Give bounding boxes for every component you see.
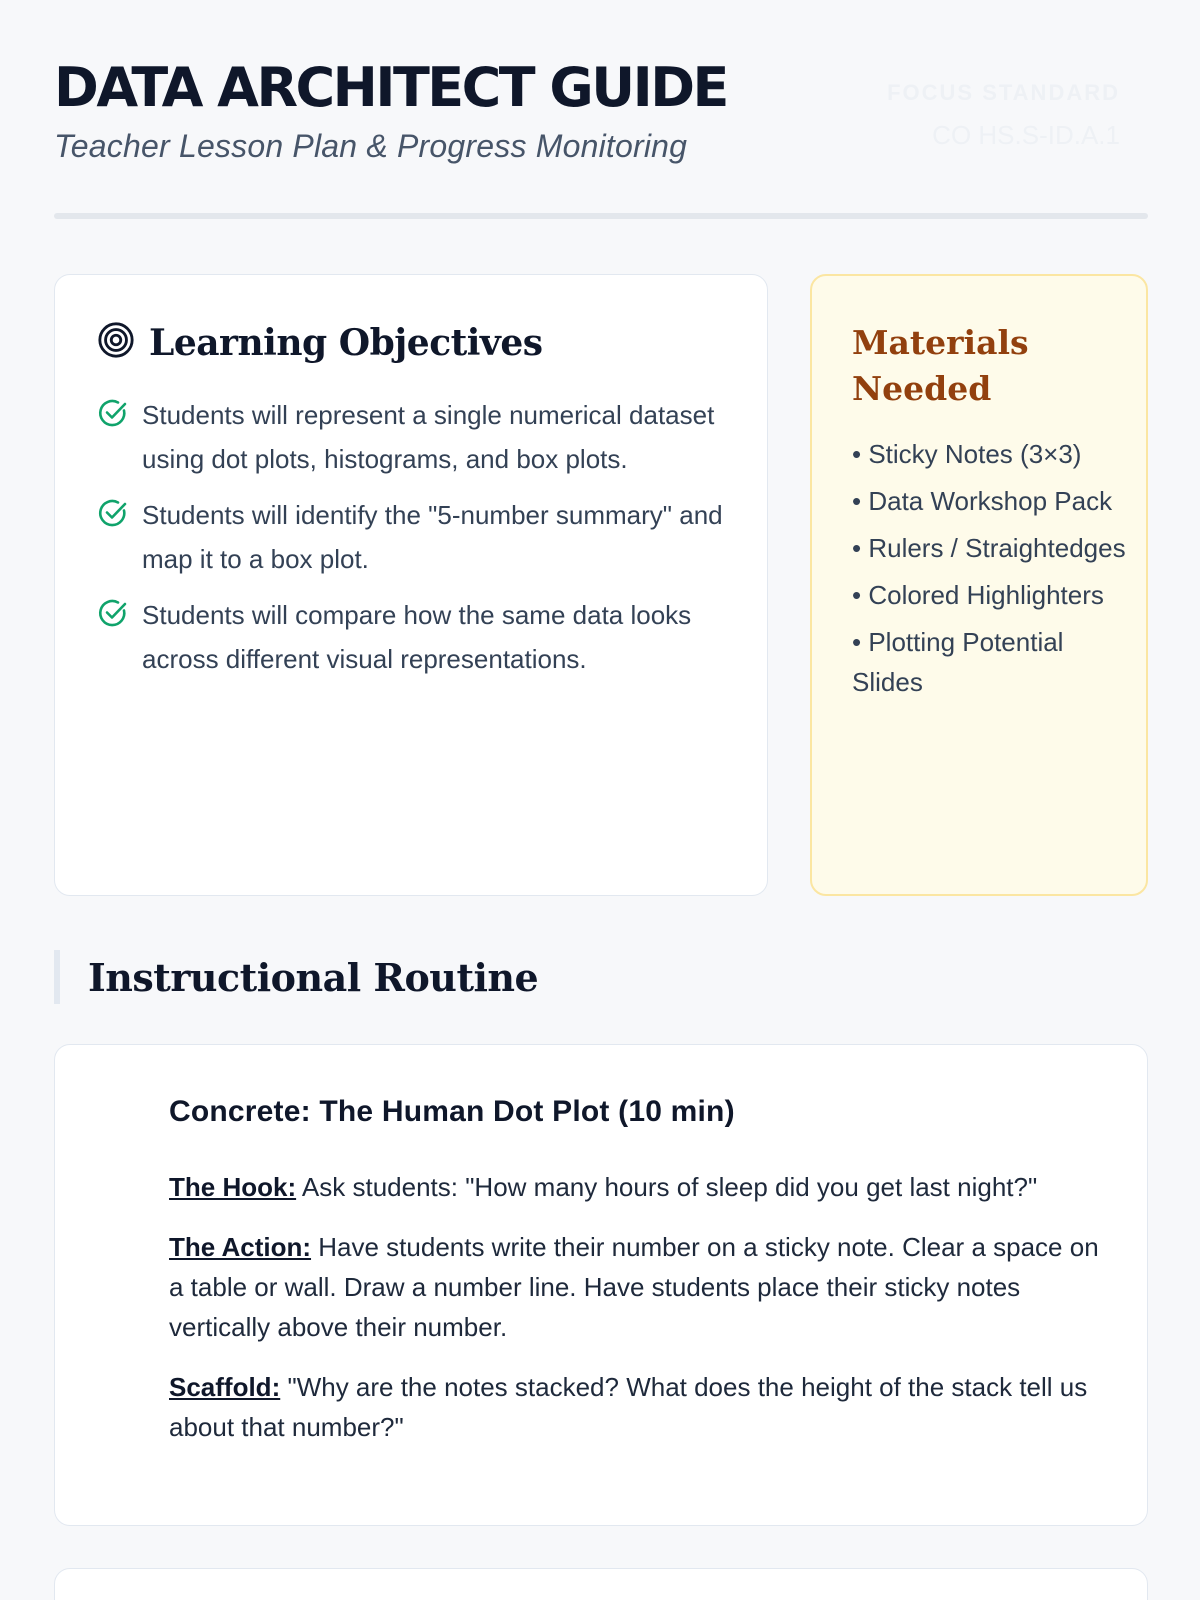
focus-standard-code: CO HS.S-ID.A.1 xyxy=(932,120,1120,150)
step-title: Concrete: The Human Dot Plot (10 min) xyxy=(169,1095,735,1128)
material-item: • Data Workshop Pack xyxy=(852,486,1113,516)
learning-objectives-card xyxy=(54,274,768,896)
step-paragraph-action xyxy=(169,1227,1099,1347)
material-item: • Rulers / Straightedges xyxy=(852,533,1126,563)
material-item: • Plotting Potential Slides xyxy=(852,627,1064,697)
objective-text: Students will compare how the same data looks across different visual representations. xyxy=(142,600,692,674)
paragraph-text: Have students write their number on a sticky note. Clear a space on a table or wall. Draw a number line. Have students place their sticky notes vertically above their number. xyxy=(169,1232,1099,1342)
target-icon xyxy=(97,321,135,364)
step-body xyxy=(169,1167,1099,1467)
materials-card xyxy=(810,274,1148,896)
page-subtitle: Teacher Lesson Plan & Progress Monitoring xyxy=(54,128,688,164)
objectives-list xyxy=(97,393,737,693)
materials-list xyxy=(852,434,1127,709)
paragraph-text: "Why are the notes stacked? What does the height of the stack tell us about that number?" xyxy=(169,1372,1088,1442)
check-circle-icon xyxy=(97,593,129,634)
objective-text: Students will identify the "5-number summary" and map it to a box plot. xyxy=(142,500,723,574)
paragraph-label: Scaffold: xyxy=(169,1372,281,1402)
focus-standard-label: FOCUS STANDARD xyxy=(887,80,1120,105)
routine-step-card xyxy=(54,1044,1148,1526)
materials-title: Materials Needed xyxy=(852,323,1029,408)
material-item: • Colored Highlighters xyxy=(852,580,1104,610)
objective-item xyxy=(97,493,737,581)
step-paragraph-hook xyxy=(169,1167,1099,1207)
instructional-routine-heading xyxy=(54,950,538,1004)
paragraph-label: The Hook: xyxy=(169,1172,297,1202)
objective-text: Students will represent a single numerical dataset using dot plots, histograms, and box plots. xyxy=(142,400,715,474)
objectives-header xyxy=(97,321,543,364)
check-circle-icon xyxy=(97,493,129,534)
objectives-title: Learning Objectives xyxy=(149,321,543,364)
paragraph-text: Ask students: "How many hours of sleep did you get last night?" xyxy=(296,1172,1038,1202)
header-divider xyxy=(54,213,1148,219)
page-header xyxy=(54,56,1148,165)
page-title: DATA ARCHITECT GUIDE xyxy=(54,56,727,119)
check-circle-icon xyxy=(97,393,129,434)
objective-item xyxy=(97,393,737,481)
focus-standard xyxy=(887,80,1120,151)
paragraph-label: The Action: xyxy=(169,1232,312,1262)
material-item: • Sticky Notes (3×3) xyxy=(852,439,1082,469)
step-paragraph-scaffold xyxy=(169,1367,1099,1447)
next-routine-card xyxy=(54,1568,1148,1600)
section-title: Instructional Routine xyxy=(88,954,539,1000)
objective-item xyxy=(97,593,737,681)
